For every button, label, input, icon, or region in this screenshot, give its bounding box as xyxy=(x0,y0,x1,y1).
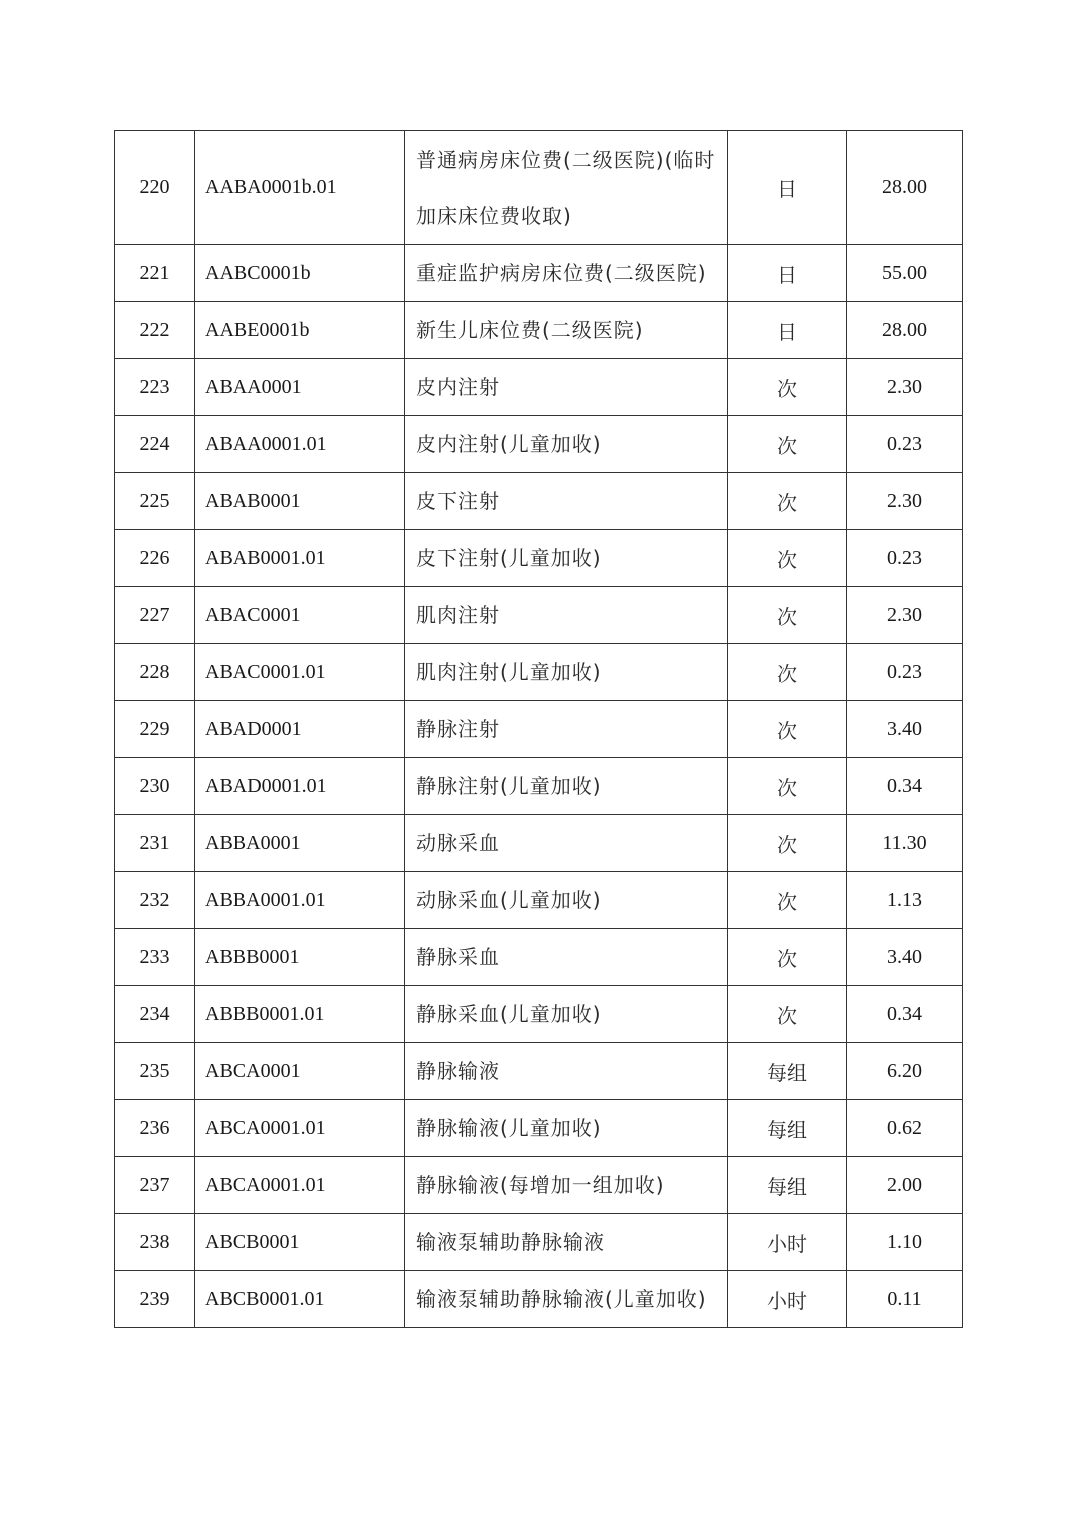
unit-cell: 次 xyxy=(728,701,847,758)
price-cell: 1.13 xyxy=(847,872,963,929)
unit-cell: 次 xyxy=(728,986,847,1043)
item-name-cell: 动脉采血(儿童加收) xyxy=(405,872,728,929)
row-number-cell: 237 xyxy=(115,1157,195,1214)
unit-cell: 次 xyxy=(728,416,847,473)
item-code-cell: AABC0001b xyxy=(195,245,405,302)
row-number-cell: 234 xyxy=(115,986,195,1043)
unit-cell: 次 xyxy=(728,758,847,815)
price-cell: 3.40 xyxy=(847,701,963,758)
row-number-cell: 225 xyxy=(115,473,195,530)
item-name-cell: 皮下注射 xyxy=(405,473,728,530)
item-code-cell: ABCA0001.01 xyxy=(195,1157,405,1214)
item-code-cell: ABBA0001 xyxy=(195,815,405,872)
item-name-cell: 普通病房床位费(二级医院)(临时加床床位费收取) xyxy=(405,131,728,245)
row-number-cell: 230 xyxy=(115,758,195,815)
table-row xyxy=(115,815,963,872)
table-row xyxy=(115,872,963,929)
item-code-cell: ABCA0001.01 xyxy=(195,1100,405,1157)
unit-cell: 次 xyxy=(728,644,847,701)
unit-cell: 次 xyxy=(728,473,847,530)
price-cell: 55.00 xyxy=(847,245,963,302)
row-number-cell: 239 xyxy=(115,1271,195,1328)
table-row xyxy=(115,986,963,1043)
table-row xyxy=(115,1043,963,1100)
item-name-cell: 静脉注射 xyxy=(405,701,728,758)
table-row xyxy=(115,530,963,587)
price-table xyxy=(114,130,963,1328)
price-cell: 6.20 xyxy=(847,1043,963,1100)
item-name-cell: 皮内注射 xyxy=(405,359,728,416)
price-cell: 28.00 xyxy=(847,131,963,245)
row-number-cell: 233 xyxy=(115,929,195,986)
price-cell: 2.00 xyxy=(847,1157,963,1214)
table-row xyxy=(115,1271,963,1328)
row-number-cell: 235 xyxy=(115,1043,195,1100)
item-code-cell: ABBB0001.01 xyxy=(195,986,405,1043)
price-cell: 0.34 xyxy=(847,986,963,1043)
table-row xyxy=(115,1100,963,1157)
price-cell: 0.34 xyxy=(847,758,963,815)
price-cell: 3.40 xyxy=(847,929,963,986)
table-row xyxy=(115,302,963,359)
price-cell: 0.23 xyxy=(847,416,963,473)
price-cell: 0.23 xyxy=(847,644,963,701)
table-row xyxy=(115,416,963,473)
row-number-cell: 220 xyxy=(115,131,195,245)
price-cell: 11.30 xyxy=(847,815,963,872)
unit-cell: 次 xyxy=(728,587,847,644)
price-cell: 28.00 xyxy=(847,302,963,359)
item-name-cell: 静脉采血(儿童加收) xyxy=(405,986,728,1043)
row-number-cell: 224 xyxy=(115,416,195,473)
row-number-cell: 226 xyxy=(115,530,195,587)
item-name-cell: 输液泵辅助静脉输液 xyxy=(405,1214,728,1271)
table-row xyxy=(115,1157,963,1214)
price-cell: 2.30 xyxy=(847,587,963,644)
item-code-cell: ABAC0001 xyxy=(195,587,405,644)
table-row xyxy=(115,1214,963,1271)
item-name-cell: 新生儿床位费(二级医院) xyxy=(405,302,728,359)
row-number-cell: 231 xyxy=(115,815,195,872)
table-row xyxy=(115,473,963,530)
item-name-cell: 静脉输液(每增加一组加收) xyxy=(405,1157,728,1214)
table-row xyxy=(115,758,963,815)
item-code-cell: AABE0001b xyxy=(195,302,405,359)
item-code-cell: AABA0001b.01 xyxy=(195,131,405,245)
item-name-cell: 静脉注射(儿童加收) xyxy=(405,758,728,815)
item-name-cell: 重症监护病房床位费(二级医院) xyxy=(405,245,728,302)
item-name-cell: 皮下注射(儿童加收) xyxy=(405,530,728,587)
item-code-cell: ABCB0001 xyxy=(195,1214,405,1271)
unit-cell: 日 xyxy=(728,131,847,245)
item-name-cell: 静脉输液 xyxy=(405,1043,728,1100)
item-code-cell: ABAA0001.01 xyxy=(195,416,405,473)
unit-cell: 每组 xyxy=(728,1043,847,1100)
unit-cell: 次 xyxy=(728,872,847,929)
item-name-cell: 输液泵辅助静脉输液(儿童加收) xyxy=(405,1271,728,1328)
unit-cell: 次 xyxy=(728,815,847,872)
price-cell: 0.23 xyxy=(847,530,963,587)
unit-cell: 次 xyxy=(728,359,847,416)
row-number-cell: 229 xyxy=(115,701,195,758)
item-code-cell: ABAA0001 xyxy=(195,359,405,416)
table-row xyxy=(115,131,963,245)
item-name-cell: 肌肉注射(儿童加收) xyxy=(405,644,728,701)
price-cell: 0.62 xyxy=(847,1100,963,1157)
item-name-cell: 肌肉注射 xyxy=(405,587,728,644)
unit-cell: 次 xyxy=(728,530,847,587)
item-code-cell: ABCA0001 xyxy=(195,1043,405,1100)
table-row xyxy=(115,644,963,701)
table-row xyxy=(115,701,963,758)
price-cell: 1.10 xyxy=(847,1214,963,1271)
row-number-cell: 228 xyxy=(115,644,195,701)
row-number-cell: 223 xyxy=(115,359,195,416)
item-code-cell: ABAB0001 xyxy=(195,473,405,530)
item-name-cell: 动脉采血 xyxy=(405,815,728,872)
unit-cell: 次 xyxy=(728,929,847,986)
table-row xyxy=(115,587,963,644)
item-code-cell: ABAB0001.01 xyxy=(195,530,405,587)
unit-cell: 小时 xyxy=(728,1214,847,1271)
unit-cell: 每组 xyxy=(728,1100,847,1157)
table-row xyxy=(115,359,963,416)
item-code-cell: ABCB0001.01 xyxy=(195,1271,405,1328)
row-number-cell: 236 xyxy=(115,1100,195,1157)
unit-cell: 小时 xyxy=(728,1271,847,1328)
item-code-cell: ABBA0001.01 xyxy=(195,872,405,929)
item-name-cell: 皮内注射(儿童加收) xyxy=(405,416,728,473)
item-code-cell: ABAD0001.01 xyxy=(195,758,405,815)
row-number-cell: 227 xyxy=(115,587,195,644)
unit-cell: 每组 xyxy=(728,1157,847,1214)
table-row xyxy=(115,929,963,986)
row-number-cell: 238 xyxy=(115,1214,195,1271)
row-number-cell: 232 xyxy=(115,872,195,929)
row-number-cell: 221 xyxy=(115,245,195,302)
row-number-cell: 222 xyxy=(115,302,195,359)
price-cell: 2.30 xyxy=(847,473,963,530)
price-cell: 2.30 xyxy=(847,359,963,416)
item-code-cell: ABBB0001 xyxy=(195,929,405,986)
unit-cell: 日 xyxy=(728,302,847,359)
table-row xyxy=(115,245,963,302)
item-code-cell: ABAC0001.01 xyxy=(195,644,405,701)
item-name-cell: 静脉输液(儿童加收) xyxy=(405,1100,728,1157)
item-code-cell: ABAD0001 xyxy=(195,701,405,758)
item-name-cell: 静脉采血 xyxy=(405,929,728,986)
price-cell: 0.11 xyxy=(847,1271,963,1328)
table-body xyxy=(115,131,963,1328)
unit-cell: 日 xyxy=(728,245,847,302)
